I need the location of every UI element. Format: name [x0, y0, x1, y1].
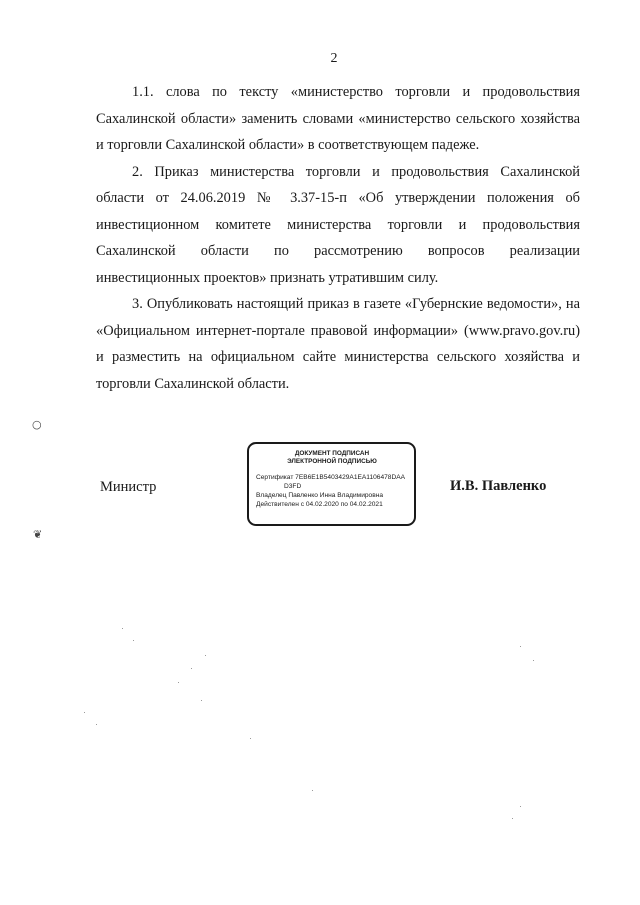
stamp-title-line1: ДОКУМЕНТ ПОДПИСАН: [294, 450, 370, 457]
stamp-title-line2: ЭЛЕКТРОННОЙ ПОДПИСЬЮ: [287, 458, 377, 465]
signatory-position: Министр: [100, 479, 157, 495]
stamp-certificate-tail: D3FD: [284, 483, 302, 490]
paragraph-1-1: 1.1. слова по тексту «министерство торговли и продовольствия Сахалинской области» заменить словами «министерство сельского хозяйства и торговли Сахалинской области» в соответствующем падеже.: [96, 84, 580, 153]
paragraph-3: 3. Опубликовать настоящий приказ в газете «Губернские ведомости», на «Официальном интернет-портале правовой информации» (www.pravo.gov.ru) и разместить на официальном сайте министерства сельского хозяйства и торговли Сахалинской области.: [96, 296, 580, 392]
stamp-validity: Действителен с 04.02.2020 по 04.02.2021: [256, 501, 383, 508]
stamp-owner: Владелец Павленко Инна Владимировна: [256, 492, 384, 499]
margin-mark-circle: ○: [32, 418, 42, 431]
page-number: 2: [330, 51, 338, 66]
stamp-certificate: Сертификат 7EB6E1B5403429A1EA1106478DAA: [256, 474, 406, 481]
paragraph-2: 2. Приказ министерства торговли и продовольствия Сахалинской области от 24.06.2019 № 3.37-15-п «Об утверждении положения об инвестиционном комитете министерства торговли и продовольствия Сахалинской области по рассмотрению вопросов реализации инвестиционных проектов» признать утратившим силу.: [96, 163, 580, 286]
document-body: [96, 79, 580, 397]
electronic-signature-stamp: [247, 442, 416, 526]
margin-mark-scribble: ❦: [33, 528, 43, 541]
signatory-name: И.В. Павленко: [450, 478, 547, 494]
